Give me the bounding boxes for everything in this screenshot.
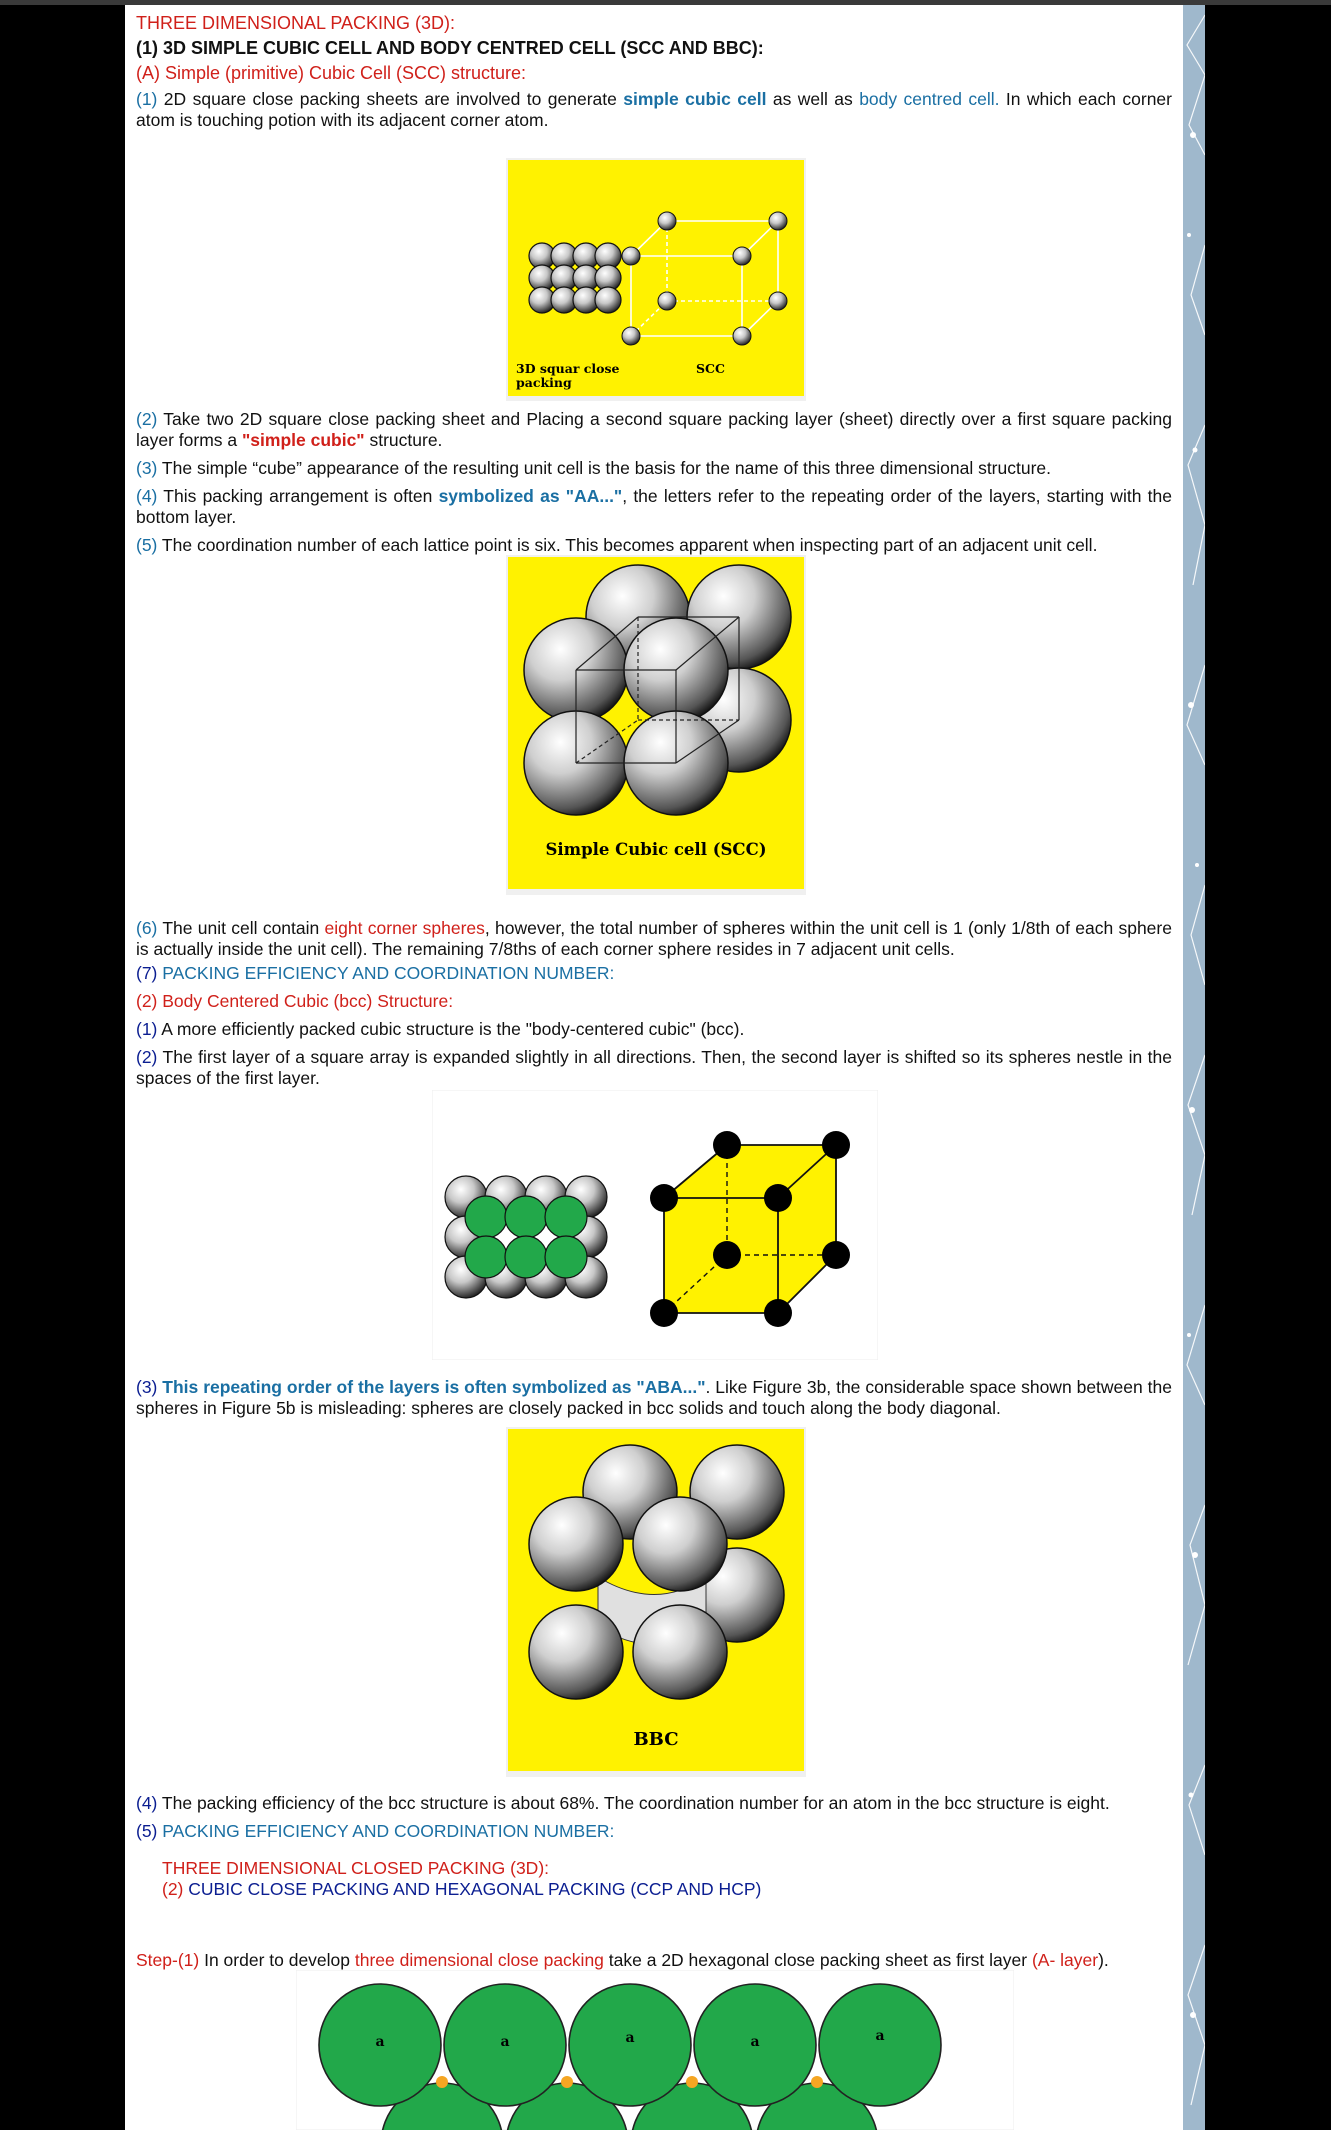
- highlight-a-layer: (A- layer: [1031, 1950, 1099, 1970]
- step-1-paragraph: Step-(1) In order to develop three dimensional close packing take a 2D hexagonal close packing sheet as first layer (A- layer).: [136, 1950, 1109, 1970]
- section-subtitle: (1) 3D SIMPLE CUBIC CELL AND BODY CENTRED CELL (SCC AND BBC):: [136, 38, 764, 58]
- highlight-three-dimensional-close-packing: three dimensional close packing: [354, 1950, 604, 1970]
- paragraph-5: (5) The coordination number of each lattice point is six. This becomes apparent when inspecting part of an adjacent unit cell.: [136, 535, 1098, 555]
- figure-bcc-packing: [432, 1090, 878, 1360]
- paragraph-4: (4) This packing arrangement is often symbolized as "AA...", the letters refer to the repeating order of the layers, starting with the bottom layer.: [136, 486, 1172, 527]
- fig5-atom-label: a: [875, 2028, 885, 2044]
- highlight-body-centred-cell: body centred cell.: [859, 89, 1000, 109]
- bcc-paragraph-1: (1) A more efficiently packed cubic structure is the "body-centered cubic" (bcc).: [136, 1019, 745, 1039]
- fig5-atom-label: a: [500, 2034, 510, 2050]
- highlight-simple-cubic-cell: simple cubic cell: [623, 89, 767, 109]
- fig1-label-right: SCC: [696, 361, 725, 376]
- paragraph-7: (7) PACKING EFFICIENCY AND COORDINATION NUMBER:: [136, 963, 615, 983]
- fig1-label-left: 3D squar close packing: [516, 361, 620, 390]
- fig2-label: Simple Cubic cell (SCC): [545, 840, 767, 859]
- paragraph-3: (3) The simple “cube” appearance of the resulting unit cell is the basis for the name of this three dimensional structure.: [136, 458, 1052, 478]
- ccp-subtitle: (2) CUBIC CLOSE PACKING AND HEXAGONAL PACKING (CCP AND HCP): [162, 1879, 762, 1899]
- figure-scc-packing: [506, 158, 806, 401]
- document-page: [125, 5, 1183, 2130]
- highlight-symbolized-aa: symbolized as "AA...": [438, 486, 623, 506]
- ccp-title: THREE DIMENSIONAL CLOSED PACKING (3D):: [162, 1858, 550, 1878]
- scc-heading: (A) Simple (primitive) Cubic Cell (SCC) structure:: [136, 63, 527, 83]
- section-title: THREE DIMENSIONAL PACKING (3D):: [136, 13, 456, 33]
- highlight-eight-corner-spheres: eight corner spheres: [324, 918, 485, 938]
- bcc-paragraph-5: (5) PACKING EFFICIENCY AND COORDINATION NUMBER:: [136, 1821, 615, 1841]
- fig4-label: BBC: [633, 1729, 679, 1750]
- bcc-heading: (2) Body Centered Cubic (bcc) Structure:: [136, 991, 454, 1011]
- fig5-atom-label: a: [375, 2034, 385, 2050]
- figure-hexagonal-layer-a: [296, 1970, 1014, 2130]
- bcc-paragraph-2: (2) The first layer of a square array is expanded slightly in all directions. Then, the second layer is shifted so its spheres nestle in the spaces of the first layer.: [136, 1047, 1172, 1088]
- paragraph-1: (1) 2D square close packing sheets are involved to generate simple cubic cell as well as body centred cell. In which each corner atom is touching potion with its adjacent corner atom.: [136, 89, 1172, 130]
- figure-bcc-cell: [506, 1427, 806, 1777]
- bcc-paragraph-3: (3) This repeating order of the layers is often symbolized as "ABA...". Like Figure 3b, the considerable space shown between the spheres in Figure 5b is misleading: spheres are closely packed in bcc solids and touch along the body diagonal.: [136, 1377, 1172, 1418]
- bcc-paragraph-4: (4) The packing efficiency of the bcc structure is about 68%. The coordination number for an atom in the bcc structure is eight.: [136, 1793, 1110, 1813]
- highlight-symbolized-aba: This repeating order of the layers is often symbolized as "ABA...": [157, 1377, 706, 1397]
- highlight-simple-cubic: "simple cubic": [242, 430, 365, 450]
- fig5-atom-label: a: [750, 2034, 760, 2050]
- figure-simple-cubic-cell: [506, 555, 806, 895]
- decorative-side-rail: [1183, 5, 1205, 2130]
- step-label: Step-(1): [136, 1950, 200, 1970]
- paragraph-2: (2) Take two 2D square close packing sheet and Placing a second square packing layer (sheet) directly over a first square packing layer forms a "simple cubic" structure.: [136, 409, 1172, 450]
- paragraph-number: (1): [136, 89, 158, 109]
- fig5-atom-label: a: [625, 2030, 635, 2046]
- paragraph-6: (6) The unit cell contain eight corner spheres, however, the total number of spheres within the unit cell is 1 (only 1/8th of each sphere is actually inside the unit cell). The remaining 7/8ths of each corner sphere resides in 7 adjacent unit cells.: [136, 918, 1172, 959]
